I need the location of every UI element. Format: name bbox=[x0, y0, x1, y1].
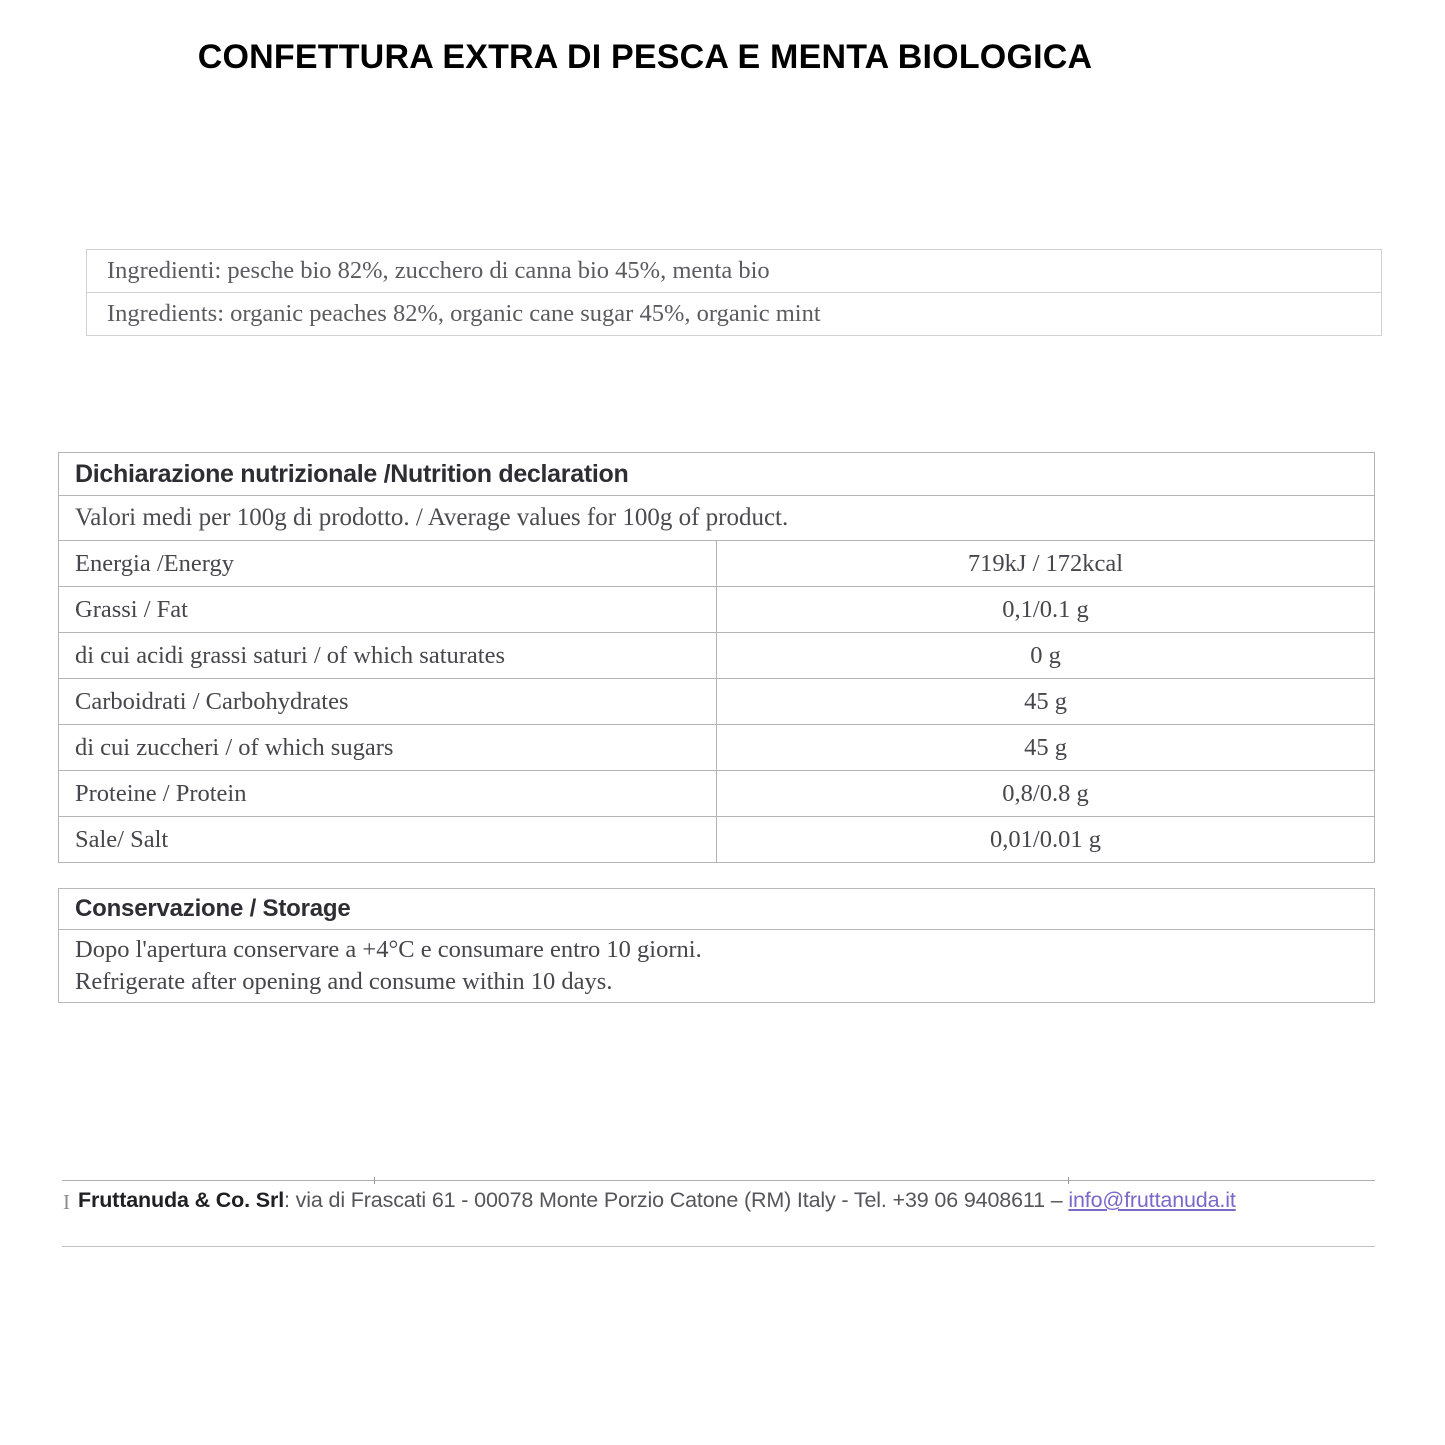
ingredients-row-english bbox=[87, 293, 1382, 336]
nutrient-label-carbohydrates: Carboidrati / Carbohydrates bbox=[59, 679, 717, 725]
storage-english-text: Refrigerate after opening and consume within 10 days. bbox=[75, 968, 613, 995]
footer-leading-mark: I bbox=[63, 1190, 70, 1214]
nutrient-value-saturates: 0 g bbox=[717, 633, 1375, 679]
nutrient-value-protein: 0,8/0.8 g bbox=[717, 771, 1375, 817]
nutrient-label-saturates: di cui acidi grassi saturi / of which saturates bbox=[59, 633, 717, 679]
footer-margin-tick-left bbox=[374, 1177, 375, 1184]
storage-header-row bbox=[59, 889, 1375, 930]
nutrient-label-protein: Proteine / Protein bbox=[59, 771, 717, 817]
nutrition-declaration-table bbox=[58, 452, 1375, 863]
nutrient-label-energy: Energia /Energy bbox=[59, 541, 717, 587]
footer-email-link[interactable]: info@fruttanuda.it bbox=[1068, 1188, 1236, 1212]
ingredients-row-italian bbox=[87, 250, 1382, 293]
nutrition-header-row bbox=[59, 453, 1375, 496]
nutrition-basis-row bbox=[59, 496, 1375, 541]
table-row bbox=[59, 817, 1375, 863]
footer-margin-tick-right bbox=[1068, 1177, 1069, 1184]
table-row bbox=[59, 771, 1375, 817]
storage-italian-text: Dopo l'apertura conservare a +4°C e consumare entro 10 giorni. bbox=[75, 935, 702, 963]
storage-table bbox=[58, 888, 1375, 1003]
nutrient-label-fat: Grassi / Fat bbox=[59, 587, 717, 633]
footer-rule-top bbox=[62, 1180, 1375, 1181]
table-row bbox=[59, 633, 1375, 679]
ingredients-table bbox=[86, 249, 1382, 336]
nutrient-value-sugars: 45 g bbox=[717, 725, 1375, 771]
table-row bbox=[59, 587, 1375, 633]
footer-company-name: Fruttanuda & Co. Srl bbox=[78, 1188, 285, 1212]
page-title: CONFETTURA EXTRA DI PESCA E MENTA BIOLOGICA bbox=[197, 38, 1093, 76]
nutrient-value-fat: 0,1/0.1 g bbox=[717, 587, 1375, 633]
table-row bbox=[59, 541, 1375, 587]
storage-instructions bbox=[59, 930, 1375, 1003]
nutrient-value-salt: 0,01/0.01 g bbox=[717, 817, 1375, 863]
ingredients-english-text: Ingredients: organic peaches 82%, organic cane sugar 45%, organic mint bbox=[87, 293, 1382, 336]
nutrient-label-sugars: di cui zuccheri / of which sugars bbox=[59, 725, 717, 771]
table-row bbox=[59, 679, 1375, 725]
footer-company-line bbox=[78, 1188, 1236, 1213]
storage-body-row bbox=[59, 930, 1375, 1003]
nutrition-header-title: Dichiarazione nutrizionale /Nutrition declaration bbox=[59, 453, 1375, 496]
footer-rule-bottom bbox=[62, 1246, 1375, 1247]
footer-address-text: : via di Frascati 61 - 00078 Monte Porzio Catone (RM) Italy - Tel. +39 06 9408611 – bbox=[284, 1188, 1069, 1212]
nutrient-value-energy: 719kJ / 172kcal bbox=[717, 541, 1375, 587]
nutrient-label-salt: Sale/ Salt bbox=[59, 817, 717, 863]
ingredients-italian-text: Ingredienti: pesche bio 82%, zucchero di canna bio 45%, menta bio bbox=[87, 250, 1382, 293]
nutrient-value-carbohydrates: 45 g bbox=[717, 679, 1375, 725]
table-row bbox=[59, 725, 1375, 771]
storage-header-title: Conservazione / Storage bbox=[59, 889, 1375, 930]
nutrition-basis-text: Valori medi per 100g di prodotto. / Average values for 100g of product. bbox=[59, 496, 1375, 541]
